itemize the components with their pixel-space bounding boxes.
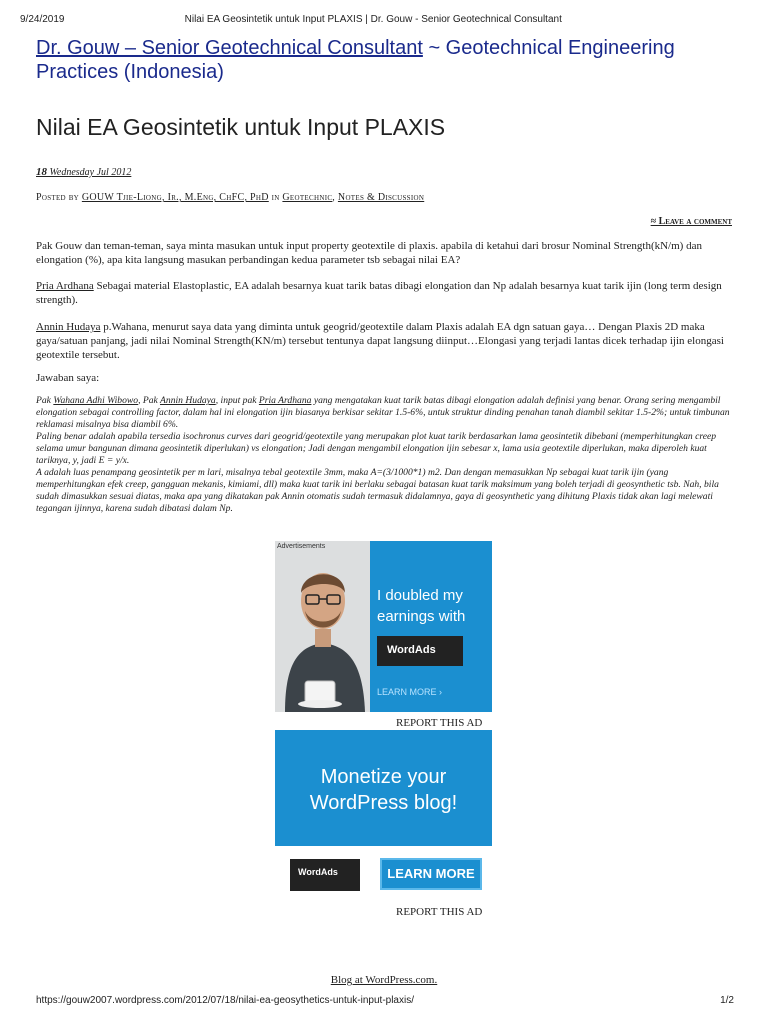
paragraph-annin-text: p.Wahana, menurut saya data yang diminta untuk geogrid/geotextile dalam Plaxis adalah EA dgn satuan gaya… Dengan Plaxis 2D maka gaya/satuan panjang, jadi nilai Nominal Strength(KN/m) tersebut tentunya dapat langsung diinput…Elongasi yang terjadi lantas dicek terhadap ijin elongasi geotextile tersebut. (36, 321, 724, 361)
post-title: Nilai EA Geosintetik untuk Input PLAXIS (36, 114, 446, 140)
category-notes[interactable]: Notes & Discussion (337, 192, 425, 203)
name-link-pria-answer[interactable]: Pria Ardhana (258, 395, 312, 406)
answer-paragraph-1 (36, 395, 734, 431)
leave-comment-link[interactable] (651, 216, 732, 227)
report-ad-link-2[interactable]: REPORT THIS AD (396, 906, 483, 918)
ad-photo (275, 541, 370, 712)
page-number: 1/2 (720, 995, 734, 1006)
blog-footer (0, 974, 768, 986)
person-photo-icon (275, 541, 370, 712)
in-label: in (271, 192, 280, 203)
answer-text: , Pak (138, 395, 161, 406)
post-date[interactable] (36, 166, 131, 178)
advertisement-label: Advertisements (277, 543, 326, 550)
wordads-label-2: WordAds (298, 867, 338, 877)
paragraph-jawaban: Jawaban saya: (36, 372, 100, 384)
post-meta (36, 192, 424, 203)
site-title-link[interactable]: Dr. Gouw – Senior Geotechnical Consultant (36, 37, 423, 59)
answer-text: , input pak (215, 395, 259, 406)
answer-paragraph-2: Paling benar adalah apabila tersedia isochronus curves dari geogrid/geotextile yang merupakan plot kuat tarik berdasarkan lama geosintetik dibebani (memperhitungkan creep selama umur bangunan dimana geosintetik diperlukan) vs elongation; Jadi dengan mengambil elongation ijin sebesar x, lama usia geotextile diperlukan, maka diperoleh kuat tariknya, y, jadi E = y/x. (36, 431, 717, 466)
site-title (36, 36, 736, 84)
answer-text: yang mengatakan kuat tarik batas dibagi elongation adalah definisi yang benar. Orang sering mengambil elongation sebagai controlling factor, dalam hal ini elongation ijin biasanya berkisar sekitar 1.5-6%, untuk struktur dinding penahan tanah diambil sekitar 1.5-2%; untuk timbunan reklamasi misalnya bisa diambil 6%. (36, 395, 730, 430)
name-link-wahana[interactable]: Wahana Adhi Wibowo (53, 395, 139, 406)
category-geotechnic[interactable]: Geotechnic (282, 192, 333, 203)
leave-comment-label[interactable]: ≈ Leave a comment (650, 216, 732, 227)
learn-more-button[interactable]: LEARN MORE (380, 858, 482, 890)
answer-text: Pak (36, 395, 54, 406)
name-link-annin[interactable]: Annin Hudaya (36, 321, 101, 333)
ad-headline: I doubled my earnings with (377, 587, 466, 625)
name-link-pria[interactable]: Pria Ardhana (36, 280, 94, 292)
answer-paragraph-3: A adalah luas penampang geosintetik per m lari, misalnya tebal geotextile 3mm, maka A=(3/1000*1) m2. Dan dengan memasukkan Np sebagai kuat tarik ijin (yang memperhitungkan efek creep, gangguan mekanis, kimiami, dll) maka kuat tarik ini berlaku sebagai batasan kuat tarik maksimum yang boleh terjadi di geosynthetic tsb. Nah, bila sudah dimasukkan sesuai diatas, maka apa yang dikatakan pak Annin otomatis sudah termasuk didalamnya, gaya di geosynthetic yang dihitung Plaxis tidak akan lagi melewati tegangan ijinnya, karena sudah dibatasi dalam Np. (36, 467, 719, 514)
print-header (20, 14, 742, 25)
date-rest: Wednesday Jul 2012 (49, 167, 132, 178)
report-ad-link-1[interactable]: REPORT THIS AD (396, 717, 483, 729)
date-day: 18 (36, 166, 47, 178)
paragraph-pria (36, 279, 734, 307)
print-footer (36, 995, 734, 1006)
site-tagline: ~ Geotechnical Engineering Practices (Indonesia) (36, 37, 675, 83)
author-link[interactable]: GOUW Tjie-Liong, Ir., M.Eng, ChFC, PhD (81, 192, 269, 203)
wordads-logo (377, 636, 463, 666)
ad-monetize-headline: Monetize your WordPress blog! (309, 766, 458, 814)
print-title: Nilai EA Geosintetik untuk Input PLAXIS | Dr. Gouw - Senior Geotechnical Consultant (184, 14, 562, 25)
paragraph-question: Pak Gouw dan teman-teman, saya minta masukan untuk input property geotextile di plaxis. apabila di ketahui dari brosur Nominal Strength(kN/m) dan elongation (%), apa kita langsung masukan perbandingan kedua parameter tsb sebagai nilai EA? (36, 240, 702, 266)
wordpress-link[interactable]: Blog at WordPress.com. (330, 974, 438, 986)
page-url: https://gouw2007.wordpress.com/2012/07/18/nilai-ea-geosythetics-untuk-input-plaxis/ (36, 995, 414, 1006)
wordads-logo-2 (290, 859, 360, 891)
answer-block (36, 395, 734, 515)
posted-by-label: Posted by (36, 192, 80, 203)
wordads-label: WordAds (387, 644, 436, 656)
ad-banner-wordads[interactable] (275, 541, 492, 712)
ad-banner-monetize[interactable] (275, 730, 492, 846)
ad-learn-more-link[interactable]: LEARN MORE › (377, 687, 443, 697)
paragraph-annin (36, 320, 734, 362)
category-separator: , (332, 192, 336, 203)
name-link-annin-answer[interactable]: Annin Hudaya (160, 395, 216, 406)
print-date: 9/24/2019 (20, 14, 65, 25)
paragraph-pria-text: Sebagai material Elastoplastic, EA adalah besarnya kuat tarik batas dibagi elongation dan Np adalah besarnya kuat tarik ijin (long term design strength). (36, 280, 722, 306)
